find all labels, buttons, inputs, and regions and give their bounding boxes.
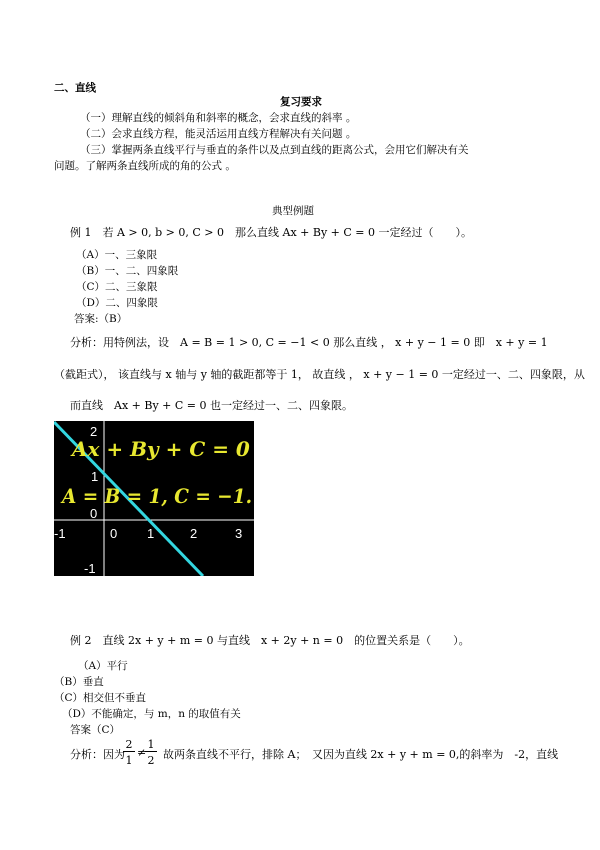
figure-equation-1: Ax + By + C = 0 <box>72 437 250 461</box>
requirements-title: 复习要求 <box>280 96 322 108</box>
example-2-option-d: （D）不能确定，与 m，n 的取值有关 <box>62 708 241 720</box>
example-2-answer: 答案（C） <box>70 724 121 736</box>
example-2-option-b: （B）垂直 <box>54 676 104 688</box>
example-1-option-c: （C）二、三象限 <box>76 281 158 293</box>
requirement-3a: （三）掌握两条直线平行与垂直的条件以及点到直线的距离公式，会用它们解决有关 <box>80 144 469 156</box>
example-1-analysis-2: （截距式）， 该直线与 x 轴与 y 轴的截距都等于 1， 故直线 ， x + y − 1 = 0 一定经过一、二、四象限，从 <box>54 368 585 381</box>
example-2-analysis-lead: 分析：因为 <box>70 748 125 761</box>
y-tick-1: 1 <box>91 469 99 484</box>
example-1-analysis-1: 分析：用特例法，设 A = B = 1 > 0, C = −1 < 0 那么直线 ， x + y − 1 = 0 即 x + y = 1 <box>70 336 548 349</box>
y-tick-2: 2 <box>90 424 98 439</box>
requirement-3b: 问题。了解两条直线所成的角的公式 。 <box>54 160 236 172</box>
section-heading: 二、直线 <box>54 82 96 94</box>
fraction-1-denominator: 1 <box>125 754 133 767</box>
y-tick-neg1: -1 <box>84 561 96 576</box>
not-equal-sign: ≠ <box>137 746 147 759</box>
x-tick-3: 3 <box>235 526 243 541</box>
y-tick-0: 0 <box>90 506 98 521</box>
x-tick-0: 0 <box>110 526 118 541</box>
example-2-stem: 例 2 直线 2x + y + m = 0 与直线 x + 2y + n = 0 的位置关系是（ ）。 <box>70 634 470 647</box>
fraction-2-numerator: 1 <box>147 738 155 751</box>
example-1-stem: 例 1 若 A > 0, b > 0, C > 0 那么直线 Ax + By + C = 0 一定经过（ ）。 <box>70 226 472 239</box>
requirement-2: （二）会求直线方程，能灵活运用直线方程解决有关问题 。 <box>80 128 357 140</box>
example-1-option-b: （B）一、二、四象限 <box>76 265 179 277</box>
fraction-1-numerator: 2 <box>125 738 133 751</box>
fraction-2-denominator: 2 <box>147 754 155 767</box>
x-tick-1: 1 <box>147 526 155 541</box>
fraction-1-bar <box>123 751 135 752</box>
example-2-option-a: （A）平行 <box>78 660 128 672</box>
x-tick-2: 2 <box>190 526 198 541</box>
example-1-analysis-3: 而直线 Ax + By + C = 0 也一定经过一、二、四象限。 <box>70 399 353 412</box>
example-1-option-d: （D）二、四象限 <box>76 297 158 309</box>
example-2-analysis-rest: 故两条直线不平行，排除 A； 又因为直线 2x + y + m = 0,的斜率为 -2，直线 <box>163 748 559 761</box>
example-1-option-a: （A）一、三象限 <box>76 249 158 261</box>
example-1-answer: 答案:（B） <box>74 313 128 325</box>
line-graph-svg <box>54 421 254 576</box>
requirement-1: （一）理解直线的倾斜角和斜率的概念，会求直线的斜率 。 <box>80 112 357 124</box>
figure-equation-2: A = B = 1, C = −1. <box>60 484 252 508</box>
x-tick-neg1: -1 <box>54 526 66 541</box>
line-graph-figure <box>54 421 254 576</box>
fraction-2-bar <box>145 751 157 752</box>
example-2-option-c: （C）相交但不垂直 <box>54 692 147 704</box>
examples-title: 典型例题 <box>272 205 314 217</box>
